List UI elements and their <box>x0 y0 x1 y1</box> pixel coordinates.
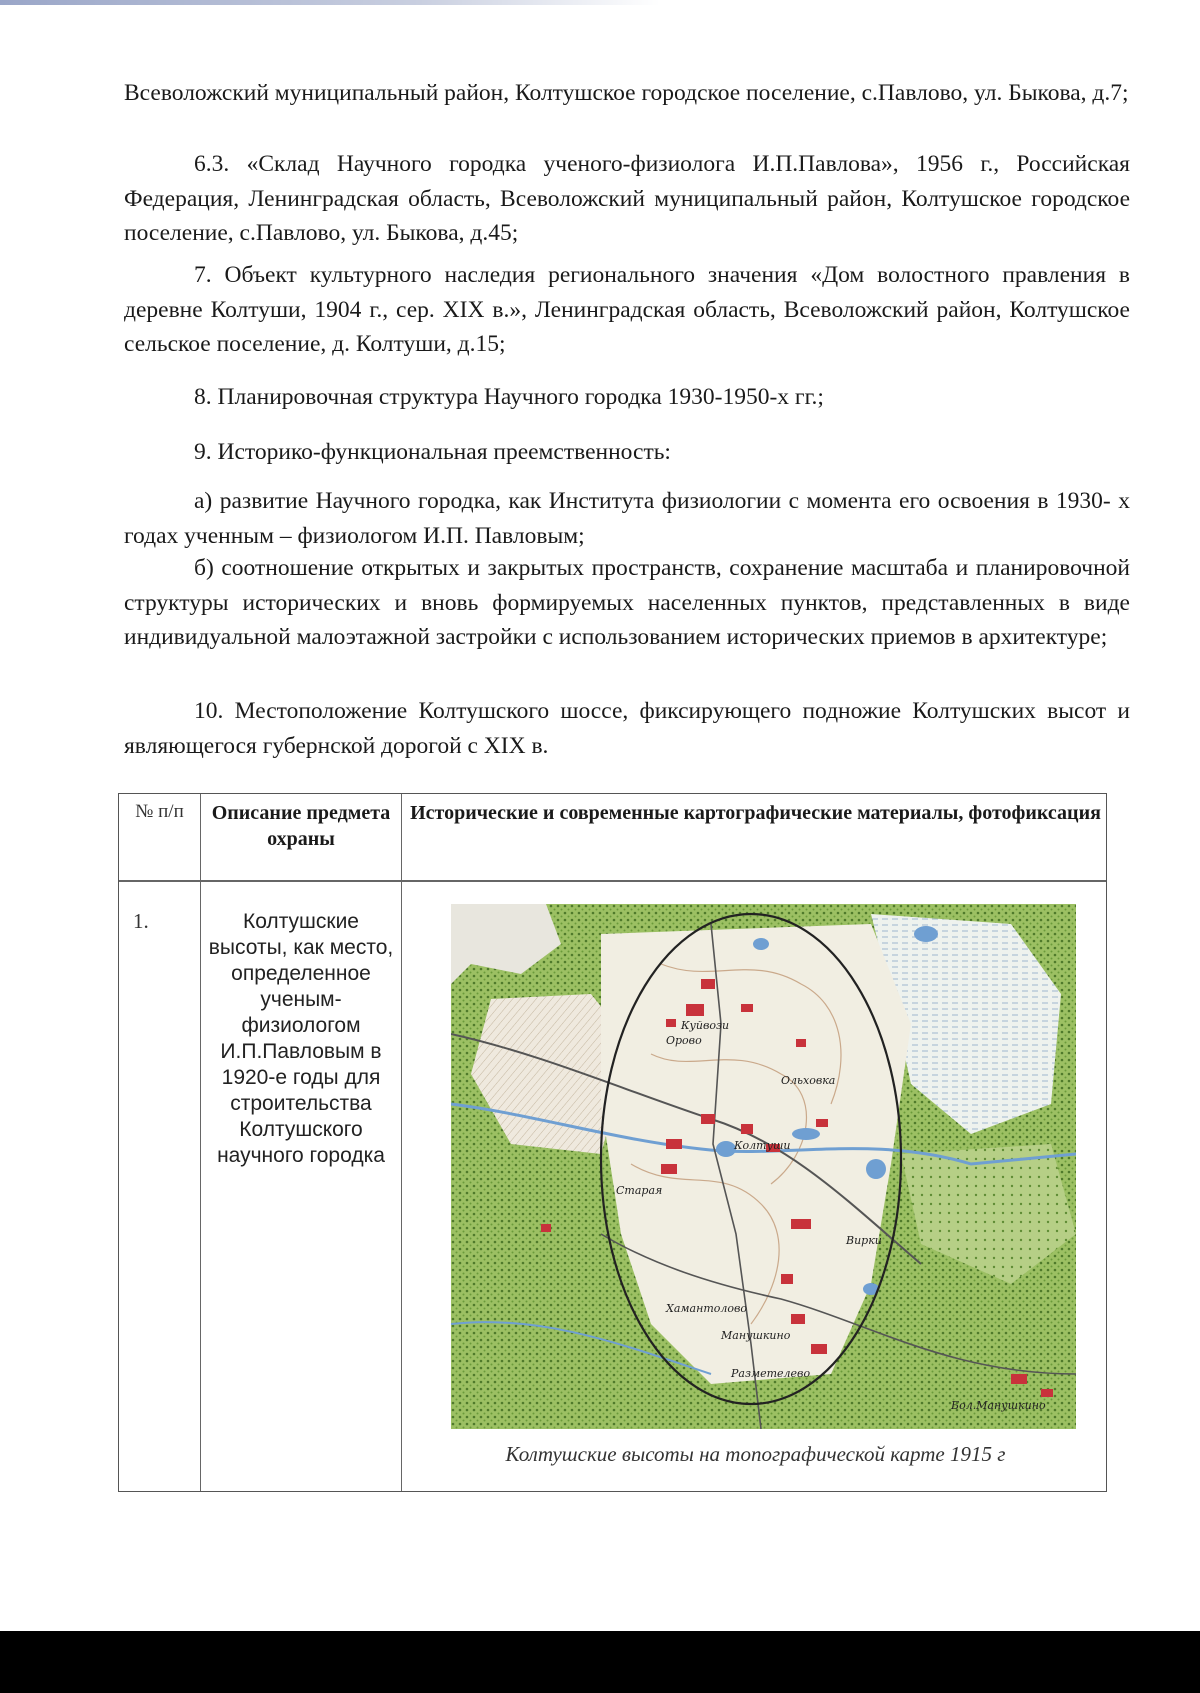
map-label: Орово <box>666 1034 702 1047</box>
paragraph-text: 8. Планировочная структура Научного городка 1930-1950-х гг.; <box>194 384 824 410</box>
paragraph-item-6-3 <box>124 147 1130 251</box>
paragraph-item-10 <box>124 694 1130 763</box>
paragraph-address-continued <box>124 76 1130 111</box>
paragraph-text: б) соотношение открытых и закрытых пространств, сохранение масштаба и планировочной структуры исторических и вновь формируемых населенных пунктов, представленных в виде индивидуальной малоэтажной застройки с использованием исторических приемов в архитектуре; <box>124 555 1130 650</box>
paragraph-text: 7. Объект культурного наследия регионального значения «Дом волостного правления в деревне Колтуши, 1904 г., сер. XIX в.», Ленинградская область, Всеволожский район, Колтушское сельское поселение, д. Колтуши, д.15; <box>124 262 1130 357</box>
scan-top-edge <box>0 0 1200 5</box>
map-label: Колтуши <box>734 1139 791 1152</box>
map-caption: Колтушские высоты на топографической карте 1915 г <box>505 1442 1006 1466</box>
map-label: Вирки <box>846 1234 882 1247</box>
paragraph-text: 6.3. «Склад Научного городка ученого-физиолога И.П.Павлова», 1956 г., Российская Федерация, Ленинградская область, Всеволожский муниципальный район, Колтушское городское поселение, с.Павлово, ул. Быкова, д.45; <box>124 151 1130 246</box>
table-header-description: Описание предмета охраны <box>211 802 391 850</box>
paragraph-item-9a <box>124 484 1130 553</box>
map-label: Бол.Манушкино <box>951 1399 1046 1412</box>
paragraph-text: а) развитие Научного городка, как Института физиологии с момента его освоения в 1930- х годах ученным – физиологом И.П. Павловым; <box>124 488 1130 549</box>
paragraph-text: Всеволожский муниципальный район, Колтушское городское поселение, с.Павлово, ул. Быкова, д.7; <box>124 80 1129 106</box>
paragraph-item-9b <box>124 551 1130 655</box>
table-row-number: 1. <box>133 909 149 933</box>
paragraph-item-9 <box>124 435 1130 470</box>
protection-subject-table <box>118 793 1107 1492</box>
map-image <box>451 904 1076 1429</box>
map-label: Старая <box>616 1184 663 1197</box>
paragraph-item-8 <box>124 380 1130 415</box>
table-header-maps: Исторические и современные картографические материалы, фотофиксация <box>410 802 1101 824</box>
map-label: Разметелево <box>731 1367 811 1380</box>
table-header-number: № п/п <box>135 801 184 822</box>
topographic-map-1915 <box>451 904 1076 1429</box>
scan-bottom-edge <box>0 1631 1200 1693</box>
map-label: Ольховка <box>781 1074 836 1087</box>
paragraph-text: 10. Местоположение Колтушского шоссе, фиксирующего подножие Колтушских высот и являющегося губернской дорогой с XIX в. <box>124 698 1130 759</box>
paragraph-text: 9. Историко-функциональная преемственность: <box>194 439 671 465</box>
map-label: Манушкино <box>721 1329 791 1342</box>
map-label: Хамантолово <box>666 1302 748 1315</box>
map-label: Куйвози <box>681 1019 730 1032</box>
paragraph-item-7 <box>124 258 1130 362</box>
table-header-divider <box>119 880 1106 882</box>
table-divider <box>401 794 402 1491</box>
table-row-description: Колтушские высоты, как место, определенное ученым-физиологом И.П.Павловым в 1920-е годы для строительства Колтушского научного городка <box>208 910 394 1167</box>
